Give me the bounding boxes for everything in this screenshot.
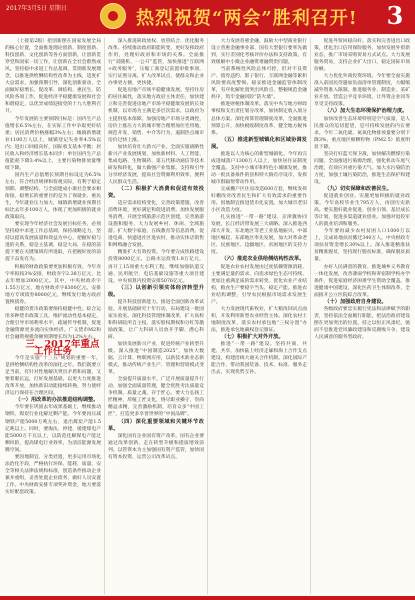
paragraph: 稳健的货币政策要保持稳健中性。综合运用多种货币政策工具，维护流动性基本稳定，合理引导市场利率水平，疏通传导机制，促进金融资源更多流向实体经济。广义货币M2和社会融资规模余额预期增长均为12%左右。: [5, 306, 101, 340]
subheading: （三）以创新引领实体经济转型升级。: [108, 284, 204, 298]
footer-rule: [0, 596, 415, 600]
paragraph: 加快发展新兴产业，促进传统产业转型升级。深入推进“中国制造2025”，加快大数据、云计算、物联网应用，以新技术新业态新模式，推动传统产业生产、管理和营销模式变革。: [108, 342, 204, 376]
subheading: （七）积极扩大对外开放。: [221, 333, 284, 340]
paragraph: 当前系统性风险总体可控，但对不良资产、债券违约、影子银行、互联网金融等累积风险要高度警惕。稳妥推进金融监管体制改革，有序化解处置突出风险点，整顿规范金融秩序，筑牢金融风险“防火墙”。: [211, 67, 307, 101]
paragraph: 要因地制宜、分类处置，更多运用市场化法治化手段，严格执行环保、能耗、质量、安全等相关法律法规和标准，创造条件推动企业兼并重组，妥善处置企业债务，做好人员安置工作。中央财政安排专项奖补资金，地方要落实好配套政策。: [5, 454, 101, 495]
section-heading: 三、2017年重点工作任务: [25, 339, 100, 358]
paragraph: 各级政府要忠实履行宪法和法律赋予的职责，坚持依法全面履行职能，把法治政府建设摆在更加突出的位置。持之以恒正风肃纪，驰而不息推进党风廉政建设和反腐败斗争，建设人民满意的服务型政府。: [314, 306, 410, 340]
paragraph: 坚决打好蓝天保卫战，加快解决燃煤污染问题。全面推进污染源治理，强化机动车尾气治理，有效应对重污染天气。加大水污染防治力度，加强土壤污染防治，推进生态保护和建设。: [314, 151, 410, 185]
paragraph: 促进农业农村发展由过度依赖资源消耗、主要满足量的需求，向追求绿色生态可持续、更加注重满足质的需求转变。优化农业产业结构，粮食生产要稳字当头，稳定产能。推进农业结构调整，引导农民根据市场需求发展生产。: [211, 264, 307, 305]
column-divider: [310, 38, 311, 594]
paragraph: 全面提升质量水平。广泛开展质量提升行动，加强全面质量管理，健全优胜劣汰质量竞争机制。质量之魂，存于匠心。要大力弘扬工匠精神，厚植工匠文化，恪尽职业操守，崇尚精益求精，完善激励机制，培育众多“中国工匠”，打造更多享誉世界的“中国品牌”。: [108, 377, 204, 418]
article-column-1: [5, 38, 101, 594]
subheading: （九）切实保障和改善民生。: [324, 185, 392, 192]
paragraph: 完成棚户区住房改造600万套，继续发挥好棚改对改善民生和扩大有效需求的重要作用。因地制宜推进货币化安置。加大城市老旧小区改造力度。: [211, 186, 307, 214]
paragraph: （上接第2版）把创新摆在国家发展全局的核心位置，全面推进理论创新、制度创新、科技创新、文化创新等各方面创新，让创新贯穿党和国家一切工作，让创新在全社会蔚然成风。坚持稳中求进工作总基调，贯彻新发展理念，以推进供给侧结构性改革为主线，适度扩大总需求，加强预期引导，深化创新驱动，全面做好稳增长、促改革、调结构、惠民生、防风险各项工作，促进经济平稳健康发展和社会和谐稳定，以优异成绩迎接党的十九大胜利召开。: [5, 39, 101, 115]
paragraph: 促进房地产市场平稳健康发展。坚持住房的居住属性，落实地方政府主体责任，加快建立和完善促进房地产市场平稳健康发展的长效机制，以市场为主满足多层次需求，以政府为主提供基本保障。加强房地产市场分类调控，房价上涨压力大的城市要合理增加住宅用地，规范开发、销售、中介等行为，遏制热点城市房价过快上涨。: [108, 88, 204, 143]
paragraph: 今年是实施“十三五”规划的重要一年，是供给侧结构性改革的深化之年。我们既要立足当前，有针对性地解决突出矛盾和问题，又要着眼长远，打好发展基础，以更大力度推进改革开放，加快新旧动能接续转换，努力使经济运行保持在合理区间。: [5, 356, 101, 397]
national-emblem-icon: [100, 3, 126, 29]
paragraph: 推进以人为核心的新型城镇化。今年再完成进城落户1300万人以上，加快居住证制度全覆盖。支持中小城市和特色小城镇发展，推动一批具备条件的县和特大镇有序设市，发挥城市群辐射带动作用。: [211, 151, 307, 185]
paragraph: 推进财税体制改革。落实中央与地方财政事权和支出责任划分改革，加快制定收入划分总体方案。深化预算管理制度改革，全面推进预算公开，加快税收制度改革，健全地方税体系。: [211, 102, 307, 136]
paragraph: 促进就业创业。实施更加积极的就业政策。今年高校毕业生795万人，再创历史新高。要实施好就业促进、创业引领、基层成长等计划，促进多渠道就业创业。加强对退役军人的就业培训和服务。: [314, 194, 410, 228]
paragraph: 积极的财政政策要更加积极有效。今年赤字率拟按3%安排，财政赤字2.38万亿元，比去年增加2000亿元。其中，中央财政赤字1.55万亿元，地方财政赤字8300亿元。安排地方专项债券8000亿元，继续发行地方政府置换债券。: [5, 264, 101, 305]
paragraph: 今年要再减少农村贫困人口1000万以上，完成易地扶贫搬迁340万人。中央财政专项扶贫资金增长30%以上。深入推进精准扶贫精准脱贫，坚持现行脱贫标准，确保脱贫质量。: [314, 229, 410, 263]
subheading: （八）加大生态环境保护治理力度。: [324, 108, 408, 115]
paragraph: 适应需求结构变化，完善政策措施，改善消费环境，更好满足和促进消费。加快发展服务消费，开展全域旅游示范区创建，完善旅游设施和服务，大力发展乡村、休闲、全域旅游。扩大数字家庭、在线教育等信息消费。促进电商、快递进社区进农村，推动实体店销售和网购融合发展。: [108, 201, 204, 249]
article-column-3: [211, 38, 307, 594]
paragraph: 今年发展的主要预期目标是：国内生产总值增长6.5%左右，在实际工作中争取更好结果；居民消费价格涨幅3%左右；城镇新增就业1100万人以上，城镇登记失业率4.5%以内；进出口回稳向好，国际收支基本平衡；居民收入和经济增长基本同步；单位国内生产总值能耗下降3.4%以上，主要污染物排放量继续下降。: [5, 116, 101, 171]
subheading: （四）深化重要领域和关键环节改革。: [108, 418, 204, 432]
paragraph: 促进外贸回稳向好。落实和完善进出口政策，优化出口信用保险服务，加快发展外贸新业态，推广市场采购贸易方式试点。大力发展服务贸易，支持企业扩大出口，稳定国际市场份额。: [314, 39, 410, 73]
paragraph: 国内生产总值增长预期目标设定为6.5%左右，符合经济规律和客观实际，有利于稳定预期、调整结构，与全面建成小康社会要求相衔接。稳增长的重要目的是为了保就业、惠民生，今年就业压力加大，城镇新增就业预期目标比去年多100万人，体现了更加积极的就业政策取向。: [5, 172, 101, 221]
paragraph: 扎实推进“一带一路”建设、京津冀协同发展、长江经济带发展三大战略。深入推进西部大开发、东北地区等老工业基地振兴、中部地区崛起、东部地区率先发展，加大对革命老区、民族地区、边疆地区、贫困地区的支持力度。: [211, 215, 307, 256]
column-divider: [104, 38, 105, 594]
paragraph: 大力优化外商投资环境。今年要全面实施准入前国民待遇加负面清单管理制度，大幅缩减外资准入限制。推进服务业、制造业、采矿业开放。营造公平竞争环境，让外资企业同等享受支持政策。: [314, 74, 410, 108]
paragraph: 加快改善生态环境特别是空气质量，是人民群众的迫切愿望，是可持续发展的内在要求。今年二氧化硫、氮氧化物排放量要分别下降3%，重点地区细颗粒物（PM2.5）浓度明显下降。: [314, 116, 410, 150]
paragraph: 大力发展普惠金融，鼓励大中型商业银行设立普惠金融事业部，国有大型银行要率先做到，实行差别化考核评价办法和支持政策，有效缓解中小微企业融资难融资贵问题。: [211, 39, 307, 66]
subheading: （十）加强政府自身建设。: [324, 298, 387, 305]
subheading: （一）用改革的办法推进结构调整。: [15, 397, 99, 404]
subheading: （六）推进农业供给侧结构性改革。: [221, 256, 305, 263]
page-number: 3: [386, 1, 404, 30]
paragraph: 提升科技创新能力。推进全面创新改革试验。开展基础研究十年行动，布局建设一批国家实验室。深化科技管理体制改革，扩大高校和科研院所自主权，落实股权期权和分红等激励政策，让广大科研人员放开手脚、潜心科研。: [108, 299, 204, 340]
masthead-banner: [0, 0, 415, 34]
issue-date: 2017年3月5日 星期日: [6, 5, 67, 12]
paragraph: 要实现今年经济社会发展目标任务，必须坚持稳中求进工作总基调，保持战略定力，坚持以提高发展质量和效益为中心，把握好稳与进的关系，稳是主基调，稳是大局，在稳的前提下要在关键领域有所进取，在把握好度的前提下奋发有为。: [5, 222, 101, 263]
paragraph: 大力发展现代畜牧业，扩大粮改饲试点面积，开发利用新型农业经营主体。深化农村土地制度改革，落实农村承包地“三权分置”办法，推进承包地确权登记颁证。: [211, 306, 307, 333]
paragraph: 深入推进简政放权、放管结合、优化服务改革。持续推动政府职能转变，更好发挥政府作用，处理好政府和市场的关系。全面推行“双随机、一公开”监管，加快推进“互联网+政务服务”，压缩工商登记前置审批事项，实行证照分离，扩大改革试点，使群众和企业办事更方便、更快捷。: [108, 39, 204, 87]
banner-title: 热烈祝贺“两会”胜利召开!: [136, 8, 358, 29]
subheading: （二）积极扩大消费和促进有效投资。: [108, 185, 204, 200]
subheading: （五）推进新型城镇化和区域协调发展。: [211, 136, 307, 150]
paragraph: 深化国有企业国有资产改革。国有企业要通过改革创新，走在转型升级和提质增效前列。以管资本为主加强国有资产监管，加快国有资本投资、运营公司改革试点。: [108, 433, 204, 460]
column-divider: [207, 38, 208, 594]
article-column-2: [108, 38, 204, 594]
paragraph: 办好人民满意的教育。推进城乡义务教育一体化发展，改善薄弱学校和寄宿制学校办学条件，促进家庭经济困难学生资助全覆盖。推进健康中国建设，深化医药卫生体制改革，全面推开公立医院综合改革。: [314, 264, 410, 298]
paragraph: 推进“一带一路”建设。坚持共商、共建、共享，加快陆上经济走廊和海上合作支点建设，构建沿线大通关合作机制。深化国际产能合作，带动我国装备、技术、标准、服务走出去，实现优势互补。: [211, 342, 307, 376]
paragraph: 加快培育壮大新兴产业。全面实施战略性新兴产业发展规划，加快新材料、人工智能、集成电路、生物制药、第五代移动通信等技术研发和转化，做大做强产业集群。支持和引导分享经济发展，提高社会资源利用效率，便利人民群众生活。: [108, 144, 204, 185]
article-column-4: [314, 38, 410, 594]
paragraph: 今年要在巩固去年成果基础上，继续推动钢铁、煤炭行业化解过剩产能。今年要再压减钢铁产能5000万吨左右，退出煤炭产能1.5亿吨以上。同时，要淘汰、停建、缓建煤电产能5000万千瓦以上，以防范化解煤电产能过剩风险，提高煤电行业效率，为清洁能源发展腾空间。: [5, 405, 101, 453]
paragraph: 精准扩大有效投资。今年要完成铁路建设投资8000亿元、公路水运投资1.8万亿元，再开工15项重大水利工程，继续加强轨道交通、民用航空、电信基础设施等重大项目建设。中央预算内投资安排5076亿元。: [108, 250, 204, 284]
